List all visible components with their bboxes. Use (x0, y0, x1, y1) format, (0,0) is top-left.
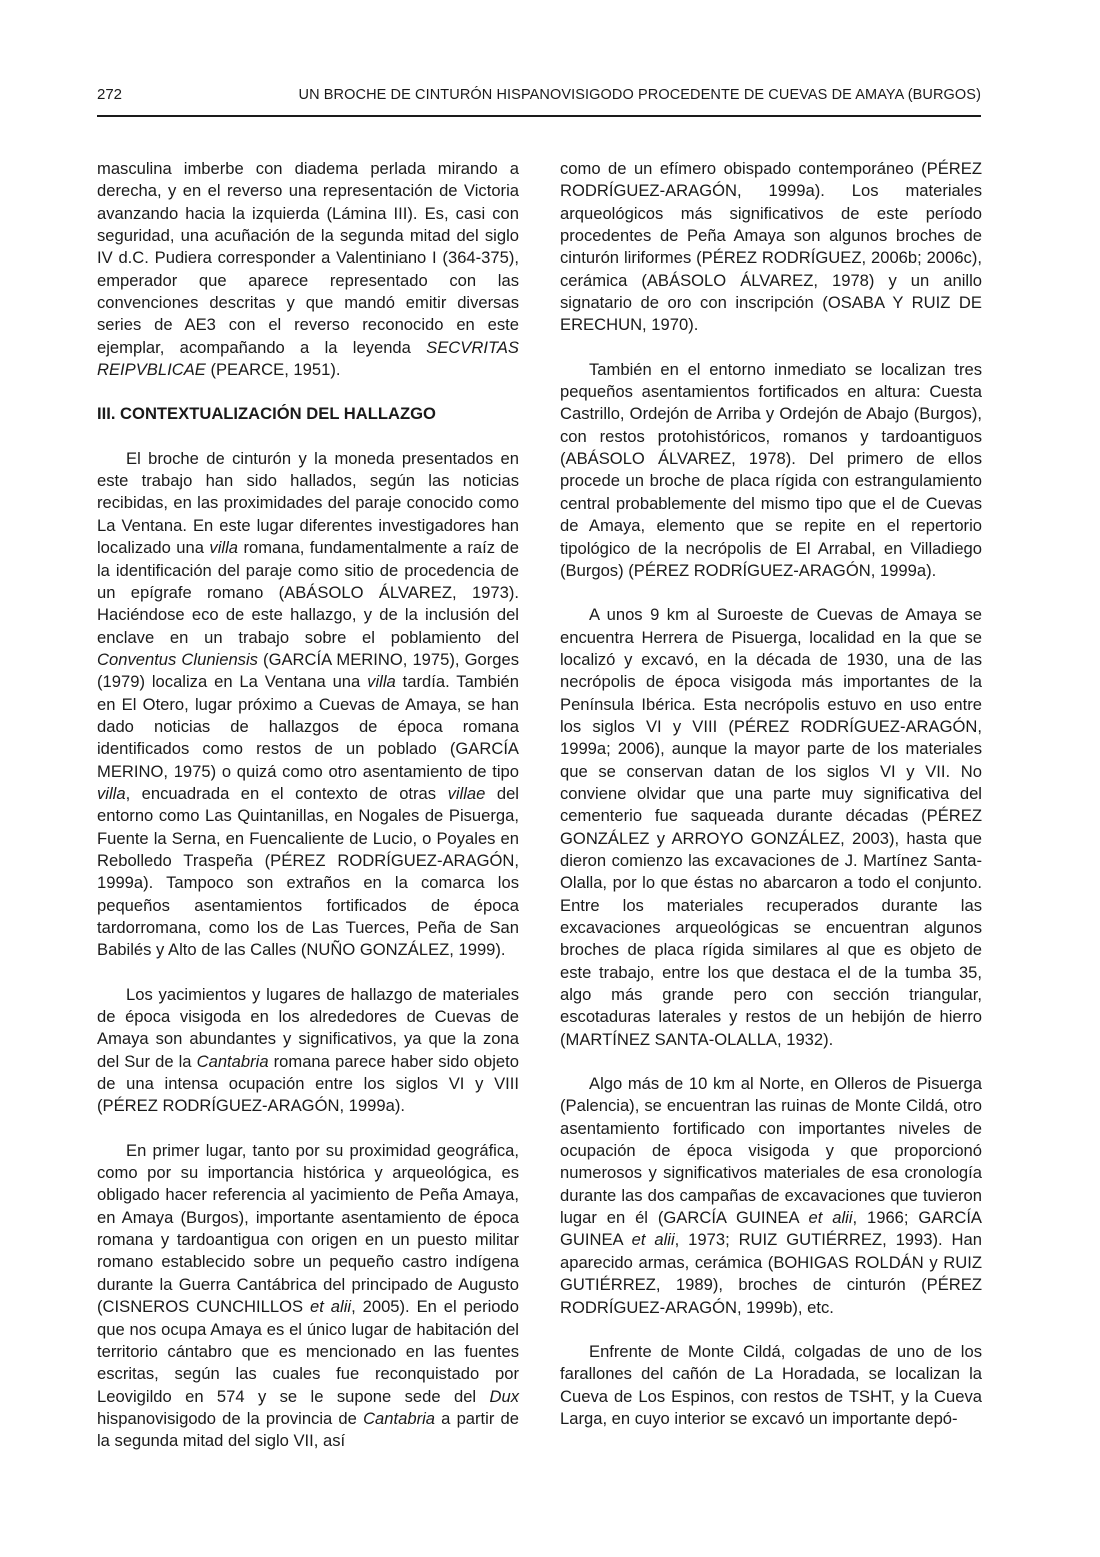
paragraph: En primer lugar, tanto por su proximidad geográfica, como por su importancia histórica y arqueológica, es obligado hacer referencia al yacimiento de Peña Amaya, en Amaya (Burgos), importante asentamiento de época romana y tardoantigua con origen en un puesto militar romano establecido sobre un pequeño castro indígena durante la Guerra Cantábrica del principado de Augusto (CISNEROS CUNCHILLOS et alii, 2005). En el periodo que nos ocupa Amaya es el único lugar de habitación del territorio cántabro que es mencionado en las fuentes escritas, según las cuales fue reconquistado por Leovigildo en 574 y se le supone sede del Dux hispanovisigodo de la provincia de Cantabria a partir de la segunda mitad del siglo VII, así (97, 1140, 519, 1451)
right-column (560, 158, 982, 1430)
paragraph: Enfrente de Monte Cildá, colgadas de uno de los farallones del cañón de La Horadada, se localizan la Cueva de Los Espinos, con restos de TSHT, y la Cueva Larga, en cuyo interior se excavó un importante depó- (560, 1341, 982, 1428)
paragraph: El broche de cinturón y la moneda presentados en este trabajo han sido hallados, según las noticias recibidas, en las proximidades del paraje conocido como La Ventana. En este lugar diferentes investigadores han localizado una villa romana, fundamentalmente a raíz de la identificación del paraje como sitio de procedencia de un epígrafe romano (ABÁSOLO ÁLVAREZ, 1973). Haciéndose eco de este hallazgo, y de la inclusión del enclave en un trabajo sobre el poblamiento del Conventus Cluniensis (GARCÍA MERINO, 1975), Gorges (1979) localiza en La Ventana una villa tardía. También en El Otero, lugar próximo a Cuevas de Amaya, se han dado noticias de hallazgos de época romana identificados como restos de un poblado (GARCÍA MERINO, 1975) o quizá como otro asentamiento de tipo villa, encuadrada en el contexto de otras villae del entorno como Las Quintanillas, en Nogales de Pisuerga, Fuente la Serna, en Fuencaliente de Lucio, o Poyales en Rebolledo Traspeña (PÉREZ RODRÍGUEZ-ARAGÓN, 1999a). Tampoco son extraños en la comarca los pequeños asentamientos fortificados de época tardorromana, como los de Las Tuerces, Peña de San Babilés y Alto de las Calles (NUÑO GONZÁLEZ, 1999). (97, 448, 519, 960)
section-heading: III. CONTEXTUALIZACIÓN DEL HALLAZGO (97, 404, 436, 424)
running-title: UN BROCHE DE CINTURÓN HISPANOVISIGODO PROCEDENTE DE CUEVAS DE AMAYA (BURGOS) (298, 87, 981, 103)
page-header (97, 86, 981, 110)
paragraph: masculina imberbe con diadema perlada mirando a derecha, y en el reverso una representación de Victoria avanzando hacia la izquierda (Lámina III). Es, casi con seguridad, una acuñación de la segunda mitad del siglo IV d.C. Pudiera corresponder a Valentiniano I (364-375), emperador que aparece representado con las convenciones descritas y que mandó emitir diversas series de AE3 con el reverso reconocido en este ejemplar, acompañando a la leyenda SECVRITAS REIPVBLICAE (PEARCE, 1951). (97, 159, 519, 380)
page-number: 272 (97, 86, 123, 103)
paragraph: A unos 9 km al Suroeste de Cuevas de Amaya se encuentra Herrera de Pisuerga, localidad en la que se localizó y excavó, en la década de 1930, una de las necrópolis de época visigoda más importantes de la Península Ibérica. Esta necrópolis estuvo en uso entre los siglos VI y VIII (PÉREZ RODRÍGUEZ-ARAGÓN, 1999a; 2006), aunque la mayor parte de los materiales que se conservan datan de los siglos VI y VII. No conviene olvidar que una parte muy significativa del cementerio fue saqueada durante décadas (PÉREZ GONZÁLEZ y ARROYO GONZÁLEZ, 2003), hasta que dieron comienzo las excavaciones de J. Martínez Santa-Olalla, por lo que éstas no abarcaron a todo el conjunto. Entre los materiales recuperados durante las excavaciones arqueológicas se encuentran algunos broches de placa rígida similares al que es objeto de este trabajo, entre los que destaca el de la tumba 35, algo más grande pero con sección triangular, escotaduras laterales y restos de un hebijón de hierro (MARTÍNEZ SANTA-OLALLA, 1932). (560, 605, 982, 1049)
header-rule (97, 115, 981, 117)
paragraph: Los yacimientos y lugares de hallazgo de materiales de época visigoda en los alrededores de Cuevas de Amaya son abundantes y significativos, ya que la zona del Sur de la Cantabria romana parece haber sido objeto de una intensa ocupación entre los siglos VI y VIII (PÉREZ RODRÍGUEZ-ARAGÓN, 1999a). (97, 984, 519, 1116)
paragraph: También en el entorno inmediato se localizan tres pequeños asentamientos fortificados en altura: Cuesta Castrillo, Ordejón de Arriba y Ordejón de Abajo (Burgos), con restos protohistóricos, romanos y tardoantiguos (ABÁSOLO ÁLVAREZ, 1978). Del primero de ellos procede un broche de placa rígida con estrangulamiento central probablemente del mismo tipo que el de Cuevas de Amaya, elemento que se repite en el repertorio tipológico de la necrópolis de El Arrabal, en Villadiego (Burgos) (PÉREZ RODRÍGUEZ-ARAGÓN, 1999a). (560, 359, 982, 580)
paragraph: como de un efímero obispado contemporáneo (PÉREZ RODRÍGUEZ-ARAGÓN, 1999a). Los materiales arqueológicos más significativos de este período procedentes de Peña Amaya son algunos broches de cinturón liriformes (PÉREZ RODRÍGUEZ, 2006b; 2006c), cerámica (ABÁSOLO ÁLVAREZ, 1978) y un anillo signatario de oro con inscripción (OSABA Y RUIZ DE ERECHUN, 1970). (560, 159, 982, 335)
left-column (97, 158, 519, 1453)
paragraph: Algo más de 10 km al Norte, en Olleros de Pisuerga (Palencia), se encuentran las ruinas de Monte Cildá, otro asentamiento fortificado con importantes niveles de ocupación de época visigoda y que proporcionó numerosos y significativos materiales de esa cronología durante las dos campañas de excavaciones que tuvieron lugar en él (GARCÍA GUINEA et alii, 1966; GARCÍA GUINEA et alii, 1973; RUIZ GUTIÉRREZ, 1993). Han aparecido armas, cerámica (BOHIGAS ROLDÁN y RUIZ GUTIÉRREZ, 1989), broches de cinturón (PÉREZ RODRÍGUEZ-ARAGÓN, 1999b), etc. (560, 1074, 982, 1317)
